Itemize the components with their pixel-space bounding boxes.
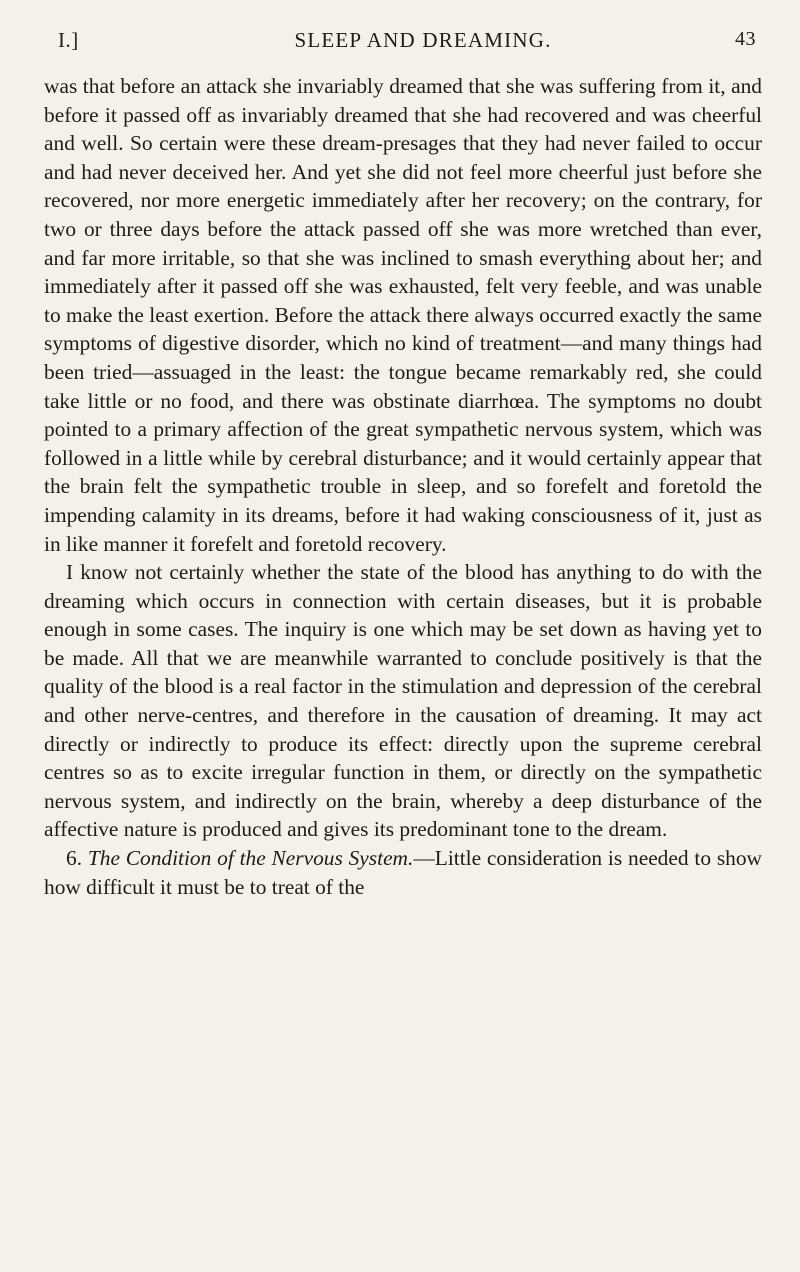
body-text — [44, 72, 762, 901]
paragraph-blood-inquiry: I know not certainly whether the state of the blood has anything to do with the dreaming which occurs in connection with certain diseases, but it is probable enough in some cases. The inquiry is one which may be set down as having yet to be made. All that we are meanwhile warranted to conclude positively is that the quality of the blood is a real factor in the stimulation and depression of the cerebral and other nerve-centres, and therefore in the causation of dreaming. It may act directly or indirectly to produce its effect: directly upon the supreme cerebral centres so as to excite irregular function in them, or directly on the sympathetic nervous system, and indirectly on the brain, whereby a deep disturbance of the affective nature is produced and gives its predominant tone to the dream. — [44, 560, 762, 842]
section-number: 6. — [66, 846, 83, 871]
paragraph-continued: was that before an attack she invariably dreamed that she was suffering from it, and before it passed off as invariably dreamed that she had recovered and was cheerful and well. So certain were these dream-presages that they had never failed to occur and had never deceived her. And yet she did not feel more cheerful just before she recovered, nor more energetic immediately after her recovery; on the contrary, for two or three days before the attack passed off she was more wretched than ever, and far more irritable, so that she was inclined to smash everything about her; and immediately after it passed off she was exhausted, felt very feeble, and was unable to make the least exertion. Before the attack there always occurred exactly the same symptoms of digestive disorder, which no kind of treatment—and many things had been tried—assuaged in the least: the tongue became remarkably red, she could take little or no food, and there was obstinate diarrhœa. The symptoms no doubt pointed to a primary affection of the great sympathetic nervous system, which was followed in a little while by cerebral disturbance; and it would certainly appear that the brain felt the sympathetic trouble in sleep, and so forefelt and foretold the impending calamity in its dreams, before it had waking consciousness of it, just as in like manner it forefelt and foretold recovery. — [44, 74, 762, 556]
chapter-marker: I.] — [58, 28, 79, 52]
running-head — [44, 20, 762, 60]
paragraph-section-6 — [44, 844, 762, 901]
section-text: —Little consideration is needed to show how difficult it must be to treat of the — [44, 846, 762, 899]
page-number: 43 — [735, 28, 756, 50]
section-title: The Condition of the Nervous System. — [87, 846, 414, 871]
running-title: SLEEP AND DREAMING. — [294, 28, 552, 52]
